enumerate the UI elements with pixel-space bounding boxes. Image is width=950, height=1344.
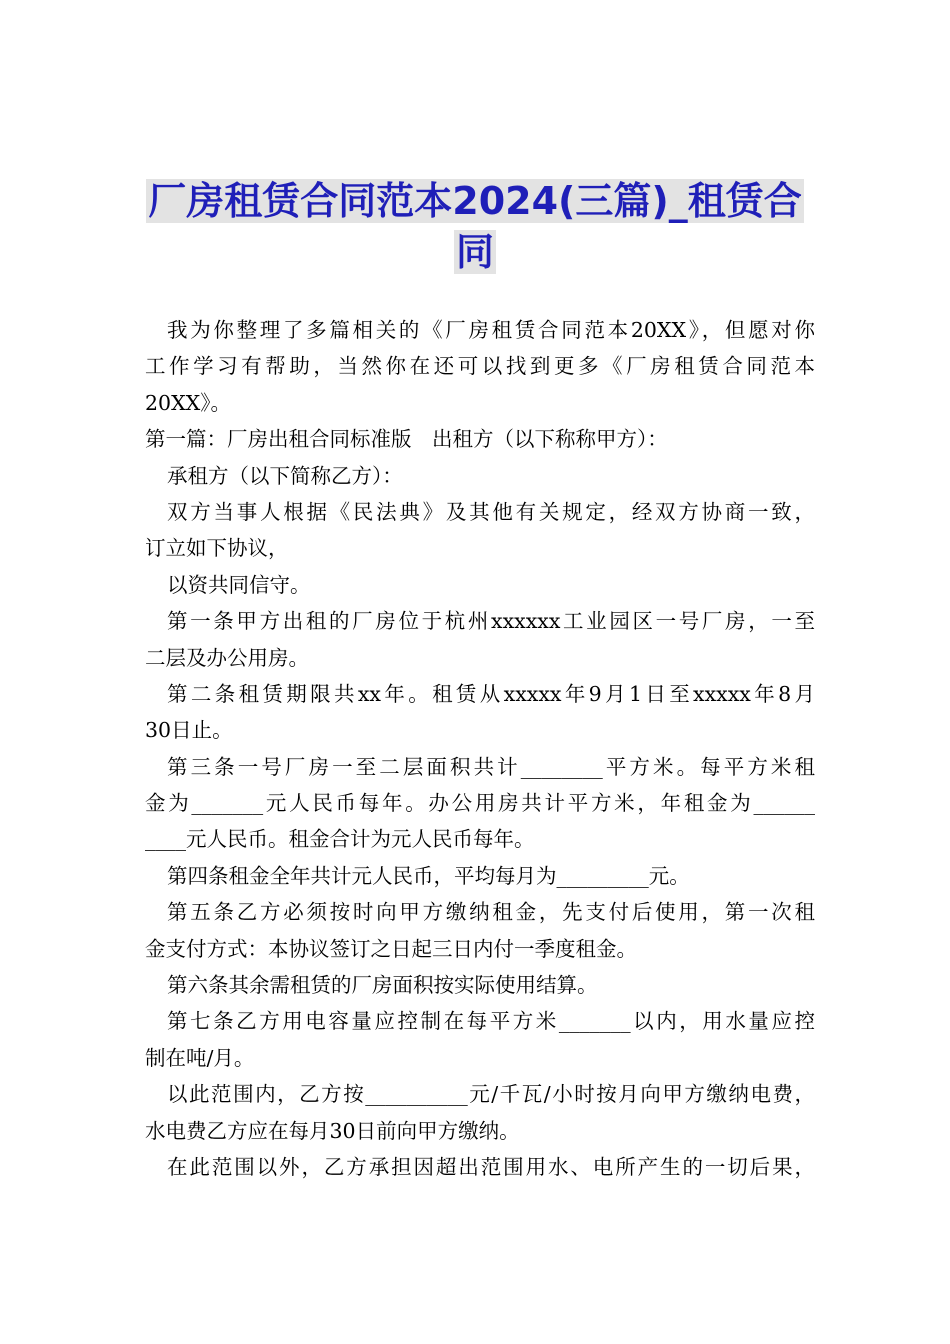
paragraph-line: 工作学习有帮助，当然你在还可以找到更多《厂房租赁合同范本: [145, 354, 815, 379]
paragraph-line: 第一篇：厂房出租合同标准版 出租方（以下称称甲方）：: [145, 427, 668, 452]
document-title-line2: [140, 227, 810, 277]
paragraph-line: 金为_______元人民币每年。办公用房共计平方米，年租金为______: [145, 791, 815, 816]
paragraph-line: 制在吨/月。: [145, 1045, 255, 1070]
title-text-continued: 同: [455, 230, 494, 274]
paragraph-line: 第五条乙方必须按时向甲方缴纳租金，先支付后使用，第一次租: [167, 900, 815, 925]
document-title-line1: [140, 176, 810, 226]
paragraph-line: 我为你整理了多篇相关的《厂房租赁合同范本20XX》，但愿对你: [167, 318, 815, 342]
paragraph-line: 水电费乙方应在每月30日前向甲方缴纳。: [145, 1118, 520, 1143]
paragraph-line: 第三条一号厂房一至二层面积共计________平方米。每平方米租: [167, 754, 815, 779]
paragraph-line: 双方当事人根据《民法典》及其他有关规定，经双方协商一致，: [167, 499, 815, 524]
paragraph-line: 30日止。: [145, 718, 233, 743]
paragraph-line: ____元人民币。租金合计为元人民币每年。: [145, 827, 535, 852]
paragraph-line: 第七条乙方用电容量应控制在每平方米_______以内，用水量应控: [167, 1009, 815, 1034]
paragraph-line: 第二条租赁期限共xx年。租赁从xxxxx年9月1日至xxxxx年8月: [167, 681, 815, 706]
paragraph-line: 以资共同信守。: [167, 572, 311, 597]
title-text: 厂房租赁合同范本2024(三篇)_租赁合: [148, 179, 802, 223]
paragraph-line: 金支付方式：本协议签订之日起三日内付一季度租金。: [145, 936, 637, 961]
paragraph-line: 以此范围内，乙方按__________元/千瓦/小时按月向甲方缴纳电费，: [167, 1082, 815, 1107]
paragraph-line: 订立如下协议，: [145, 536, 289, 561]
paragraph-line: 第一条甲方出租的厂房位于杭州xxxxxx工业园区一号厂房，一至: [167, 609, 815, 634]
paragraph-line: 第六条其余需租赁的厂房面积按实际使用结算。: [167, 973, 598, 998]
paragraph-line: 二层及办公用房。: [145, 645, 309, 670]
document-body: [145, 312, 815, 1185]
paragraph-line: 第四条租金全年共计元人民币，平均每月为_________元。: [167, 863, 690, 888]
paragraph-line: 承租方（以下简称乙方）：: [167, 463, 403, 488]
paragraph-line: 20XX》。: [145, 390, 232, 415]
paragraph-line: 在此范围以外，乙方承担因超出范围用水、电所产生的一切后果，: [167, 1154, 815, 1179]
